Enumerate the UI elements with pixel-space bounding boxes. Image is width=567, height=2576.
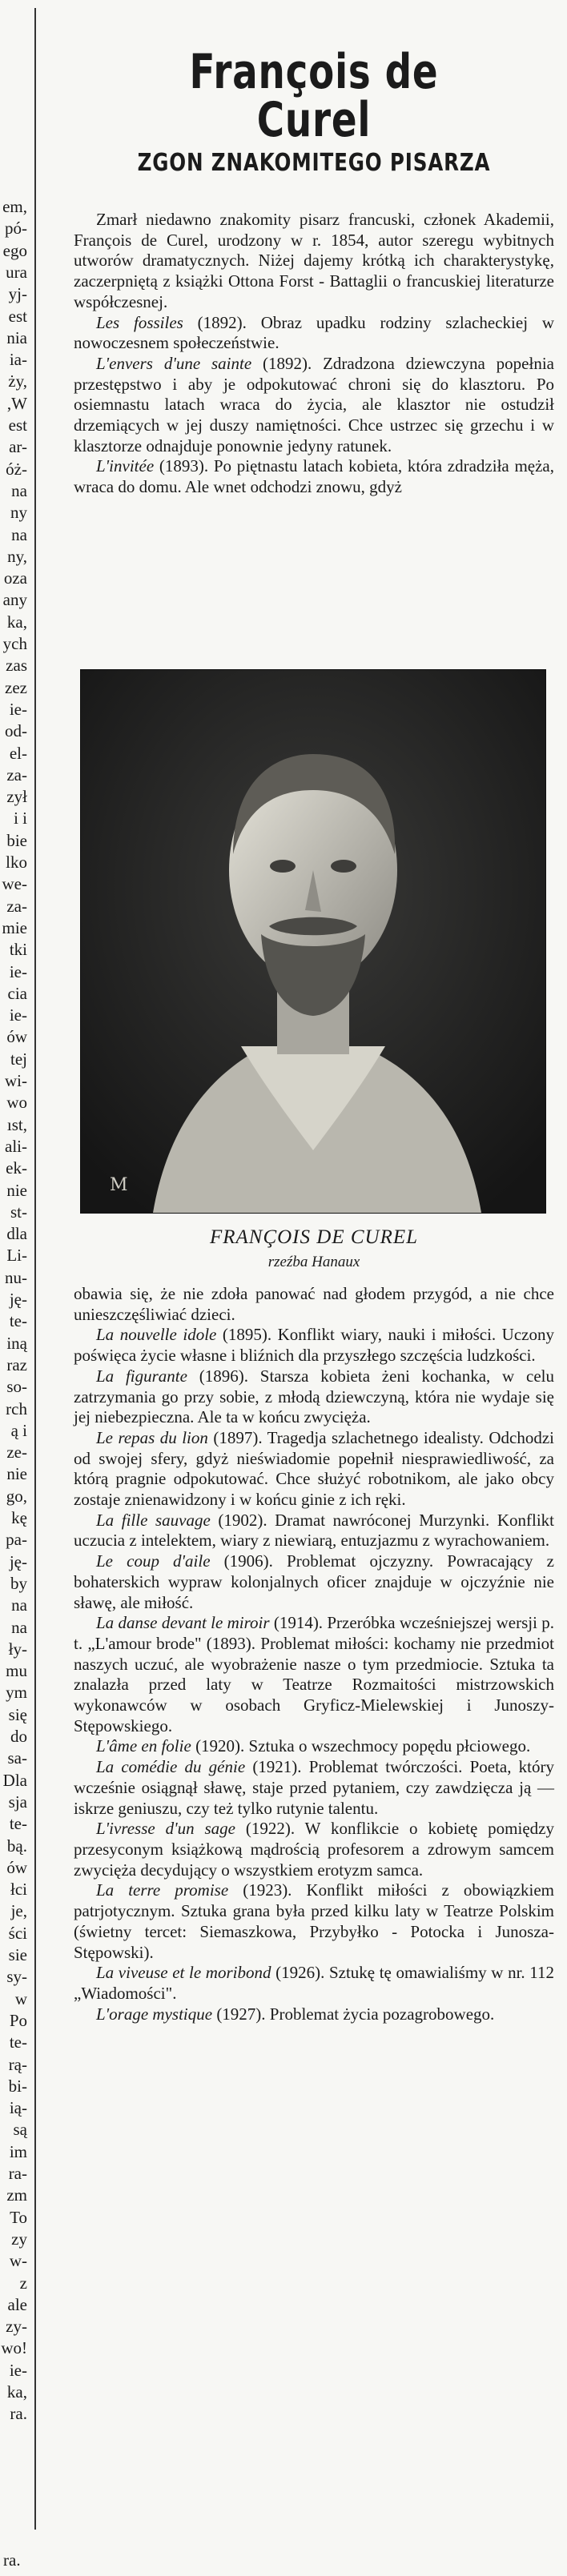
work-description: (1906). Problemat ojczyzny. Powracający z bohaterskich wypraw kolonjalnych oficer znajduje w ojczyźnie nie sławę, ale miłość. <box>74 1551 554 1612</box>
column-fragment: tki <box>9 940 27 960</box>
column-fragment: oza <box>3 568 27 588</box>
previous-column-fragments <box>0 0 30 2576</box>
article-text-bottom <box>74 1284 554 2024</box>
work-description: (1923). Konflikt miłości z obowiązkiem patrjotycznym. Sztuka grana była przed kilku laty w Teatrze Polskim (świetny tercet: Siemaszkowa, Przybyłko - Potocka i Junosza-Stępowski). <box>74 1880 554 1962</box>
work-entry <box>74 2004 554 2025</box>
column-fragment: ści <box>8 1923 27 1943</box>
column-fragment: dla <box>6 1224 27 1244</box>
column-fragment: Po <box>9 2010 27 2030</box>
column-fragment: ek- <box>6 1158 27 1178</box>
column-fragment: te- <box>9 1814 27 1834</box>
column-fragment: ny <box>10 503 27 523</box>
column-fragment: iną <box>6 1333 27 1353</box>
work-entry <box>74 1880 554 1963</box>
intro-paragraph: Zmarł niedawno znakomity pisarz francuski, członek Akademii, François de Curel, urodzony w r. 1854, autor szeregu wybitnych utworów dramatycznych. Niżej dajemy krótką ich charakterystykę, zaczerpniętą z książki Ottona Forst - Battaglii o francuskiej literaturze współczesnej. <box>74 210 554 311</box>
column-fragment: do <box>10 1727 27 1746</box>
column-fragment: sja <box>8 1792 27 1812</box>
work-entry <box>74 456 554 497</box>
column-fragment: st- <box>10 1202 27 1222</box>
column-fragment: lko <box>6 853 27 872</box>
work-description: (1896). Starsza kobieta żeni kochanka, w celu zatrzymania go przy sobie, z młodą dziewczyną, która nie wydaje się jej niebezpieczna. Ale ta w końcu zwycięża. <box>74 1366 554 1427</box>
work-entry <box>74 1325 554 1366</box>
work-entry <box>74 1511 554 1551</box>
column-fragment: ią- <box>9 2098 27 2118</box>
work-description: (1926). Sztukę tę omawialiśmy w nr. 112 „Wiadomości". <box>74 1963 554 2003</box>
work-description: (1914). Przeróbka wcześniejszej wersji p. t. „L'amour brode" (1893). Problemat miłości: kochamy nie przedmiot naszych uczuć, ale wyobrażenie nasze o tym przedmiocie. Sztuka ta znalazła przed laty w Teatrze Rozmaitości mistrzowskich wykonawców w osobach Gryficz-Mielewskiej i Junoszy-Stępowskiego. <box>74 1613 554 1735</box>
column-fragment: ego <box>2 240 27 260</box>
work-description: (1902). Dramat nawróconej Murzynki. Konflikt uczucia z intelektem, wiary z niewiarą, entuzjazmu z wyrachowaniem. <box>74 1510 554 1551</box>
column-fragment: Dla <box>2 1770 27 1790</box>
column-fragment: mie <box>2 917 27 937</box>
work-entry <box>74 1366 554 1428</box>
column-fragment: óż- <box>6 459 27 479</box>
column-fragment: ,W <box>6 393 27 413</box>
previous-column-last-fragment: ra. <box>3 2550 21 2570</box>
column-fragment: za- <box>6 896 27 916</box>
work-title: La terre promise <box>96 1880 229 1900</box>
column-fragment: ych <box>2 634 27 653</box>
column-fragment: na <box>11 1617 27 1637</box>
column-fragment: na <box>11 524 27 544</box>
column-fragment: tej <box>10 1049 27 1069</box>
column-fragment: ka, <box>6 612 27 632</box>
column-fragment: nia <box>6 327 27 347</box>
column-fragment: na <box>11 1595 27 1615</box>
column-fragment: To <box>10 2207 27 2227</box>
column-divider <box>34 8 36 2530</box>
work-entry <box>74 1551 554 1613</box>
work-entry <box>74 1613 554 1736</box>
work-title: Les fossiles <box>96 312 183 332</box>
column-fragment: kę <box>11 1508 27 1527</box>
column-fragment: go, <box>6 1486 27 1506</box>
work-description: (1895). Konflikt wiary, nauki i miłości. Uczony poświęca życie własne i bliźnich dla przyszłego szczęścia ludzkości. <box>74 1325 554 1366</box>
column-fragment: te- <box>9 2032 27 2052</box>
column-fragment: we- <box>2 874 27 894</box>
column-fragment: te- <box>9 1311 27 1331</box>
work-title: L'âme en folie <box>96 1736 191 1756</box>
column-fragment: any <box>2 590 27 610</box>
column-fragment: bie <box>6 830 27 850</box>
work-title: La danse devant le miroir <box>96 1613 270 1633</box>
work-title: La figurante <box>96 1366 187 1386</box>
work-entry <box>74 354 554 457</box>
bust-illustration <box>81 670 545 1213</box>
column-fragment: ali- <box>5 1136 27 1156</box>
column-fragment: cia <box>7 983 27 1003</box>
work-title: L'invitée <box>96 456 155 476</box>
column-fragment: bą. <box>6 1836 27 1856</box>
work-description: (1897). Tragedja szlachetnego idealisty. Odchodzi od swojej sfery, gdyż nieświadomie popełnił niesprawiedliwość, za którą pragnie odpokutować. Chce służyć robotnikom, ale jako obcy zostaje znienawidzony i w końcu ginie z ich ręki. <box>74 1427 554 1510</box>
column-fragment: nu- <box>5 1267 27 1287</box>
work-entry <box>74 1757 554 1819</box>
article-text-top <box>74 210 554 498</box>
work-title: L'envers d'une sainte <box>96 353 252 373</box>
article-title: François de Curel <box>189 44 439 148</box>
column-fragment: est <box>8 306 27 326</box>
column-fragment: Li- <box>6 1246 27 1266</box>
column-fragment: sa- <box>7 1748 27 1768</box>
column-fragment: im <box>9 2141 27 2161</box>
column-fragment: zez <box>5 677 27 697</box>
column-fragment: wo <box>6 1093 27 1113</box>
article-subtitle: ZGON ZNAKOMITEGO PISARZA <box>137 149 491 177</box>
column-fragment: zy <box>11 2229 27 2249</box>
work-entry <box>74 1428 554 1511</box>
column-fragment: bi- <box>8 2076 27 2096</box>
column-fragment: ie- <box>9 961 27 981</box>
column-fragment: wi- <box>5 1071 27 1090</box>
work-title: Le coup d'aile <box>96 1551 211 1571</box>
continuation-paragraph: obawia się, że nie zdoła panować nad głodem przygód, a nie chce unieszczęśliwiać dzieci. <box>74 1284 554 1324</box>
column-fragment: ura <box>6 262 27 282</box>
column-fragment: nie <box>6 1180 27 1200</box>
column-fragment: z <box>19 2273 27 2293</box>
column-fragment: sie <box>8 1945 27 1964</box>
work-entry <box>74 1819 554 1880</box>
column-fragment: zy- <box>6 2317 27 2337</box>
column-fragment: ıst, <box>6 1114 27 1134</box>
column-fragment: em, <box>2 197 27 216</box>
work-title: La nouvelle idole <box>96 1325 217 1345</box>
work-title: L'orage mystique <box>96 2004 213 2024</box>
column-fragment: yj- <box>8 284 27 304</box>
column-fragment: ie- <box>9 2360 27 2380</box>
work-title: La fille sauvage <box>96 1510 211 1530</box>
column-fragment: est <box>8 415 27 435</box>
column-fragment: el- <box>9 743 27 763</box>
column-fragment: ar- <box>9 437 27 457</box>
column-fragment: raz <box>6 1354 27 1374</box>
column-fragment: na <box>11 480 27 500</box>
column-fragment: ły- <box>8 1639 27 1659</box>
column-fragment: ka, <box>6 2382 27 2401</box>
work-description: (1920). Sztuka o wszechmocy popędu płciowego. <box>191 1736 531 1756</box>
column-fragment: wo! <box>1 2338 27 2358</box>
work-description: (1892). Zdradzona dziewczyna popełnia przestępstwo i aby je odpokutować chroni się do klasztoru. Po osiemnastu latach wraca do życia, ale klasztor nie ostudził drzemiących w jej duszy namiętności. Chce ustrzec się grzechu i w klasztorze odnajduje ponownie jedyny ratunek. <box>74 353 554 455</box>
column-fragment: w- <box>9 2251 27 2271</box>
column-fragment: ny, <box>7 546 27 566</box>
work-title: La viveuse et le moribond <box>96 1963 271 1983</box>
work-title: L'ivresse d'un sage <box>96 1819 235 1839</box>
work-title: Le repas du lion <box>96 1427 208 1447</box>
column-fragment: rą- <box>8 2054 27 2074</box>
column-fragment: ra- <box>8 2164 27 2183</box>
column-fragment: nie <box>6 1464 27 1484</box>
work-description: (1922). W konflikcie o kobietę pomiędzy przesyconym książkową mądrością profesorem a zdrowym samcem zwycięża decydujący o wszystkiem erotyzm samca. <box>74 1819 554 1880</box>
work-entry <box>74 313 554 354</box>
column-fragment: ale <box>7 2294 27 2314</box>
column-fragment: mu <box>6 1661 27 1681</box>
column-fragment: je, <box>10 1901 27 1921</box>
work-title: La comédie du génie <box>96 1757 246 1777</box>
work-entry <box>74 1963 554 2004</box>
column-fragment: ym <box>6 1683 27 1703</box>
photo-caption: FRANÇOIS DE CUREL <box>209 1226 419 1248</box>
column-fragment: zas <box>6 656 27 676</box>
photo-credit: rzeźba Hanaux <box>267 1254 360 1270</box>
column-fragment: za- <box>6 764 27 784</box>
column-fragment: w <box>14 1988 27 2008</box>
portrait-photo <box>80 669 546 1214</box>
column-fragment: by <box>10 1573 27 1593</box>
column-fragment: ie- <box>9 699 27 719</box>
column-fragment: rch <box>6 1398 27 1418</box>
column-fragment: ia- <box>9 350 27 370</box>
work-description: (1927). Problemat życia pozagrobowego. <box>212 2004 495 2024</box>
column-fragment: ję- <box>9 1290 27 1309</box>
column-fragment: od- <box>5 721 27 741</box>
column-fragment: zm <box>6 2185 27 2205</box>
column-fragment: i i <box>14 809 27 829</box>
column-fragment: ze- <box>6 1442 27 1463</box>
svg-text:M: M <box>110 1175 128 1195</box>
column-fragment: są <box>13 2120 27 2140</box>
column-fragment: się <box>8 1704 27 1724</box>
column-fragment: ję- <box>9 1551 27 1571</box>
column-fragment: ą i <box>10 1420 27 1440</box>
column-fragment: ie- <box>9 1005 27 1025</box>
column-fragment: pó- <box>5 219 27 239</box>
work-description: (1921). Problemat twórczości. Poeta, który wcześnie osiągnął sławę, staje przed pytaniem, czy zawdzięcza ją — iskrze geniuszu, czy też tylko rutynie talentu. <box>74 1757 554 1818</box>
work-entry <box>74 1736 554 1757</box>
column-fragment: ży, <box>8 371 27 391</box>
column-fragment: zył <box>6 787 27 807</box>
column-fragment: sy- <box>6 1967 27 1987</box>
column-fragment: ów <box>6 1857 27 1877</box>
column-fragment: ów <box>6 1027 27 1047</box>
column-fragment: pa- <box>6 1530 27 1550</box>
work-description: (1893). Po piętnastu latach kobieta, która zdradziła męża, wraca do domu. Ale wnet odchodzi znowu, gdyż <box>74 456 554 497</box>
work-description: (1892). Obraz upadku rodziny szlacheckiej w nowoczesnem społeczeństwie. <box>74 312 555 353</box>
column-fragment: ra. <box>10 2404 27 2424</box>
column-fragment: so- <box>6 1377 27 1397</box>
column-fragment: łci <box>10 1880 27 1900</box>
